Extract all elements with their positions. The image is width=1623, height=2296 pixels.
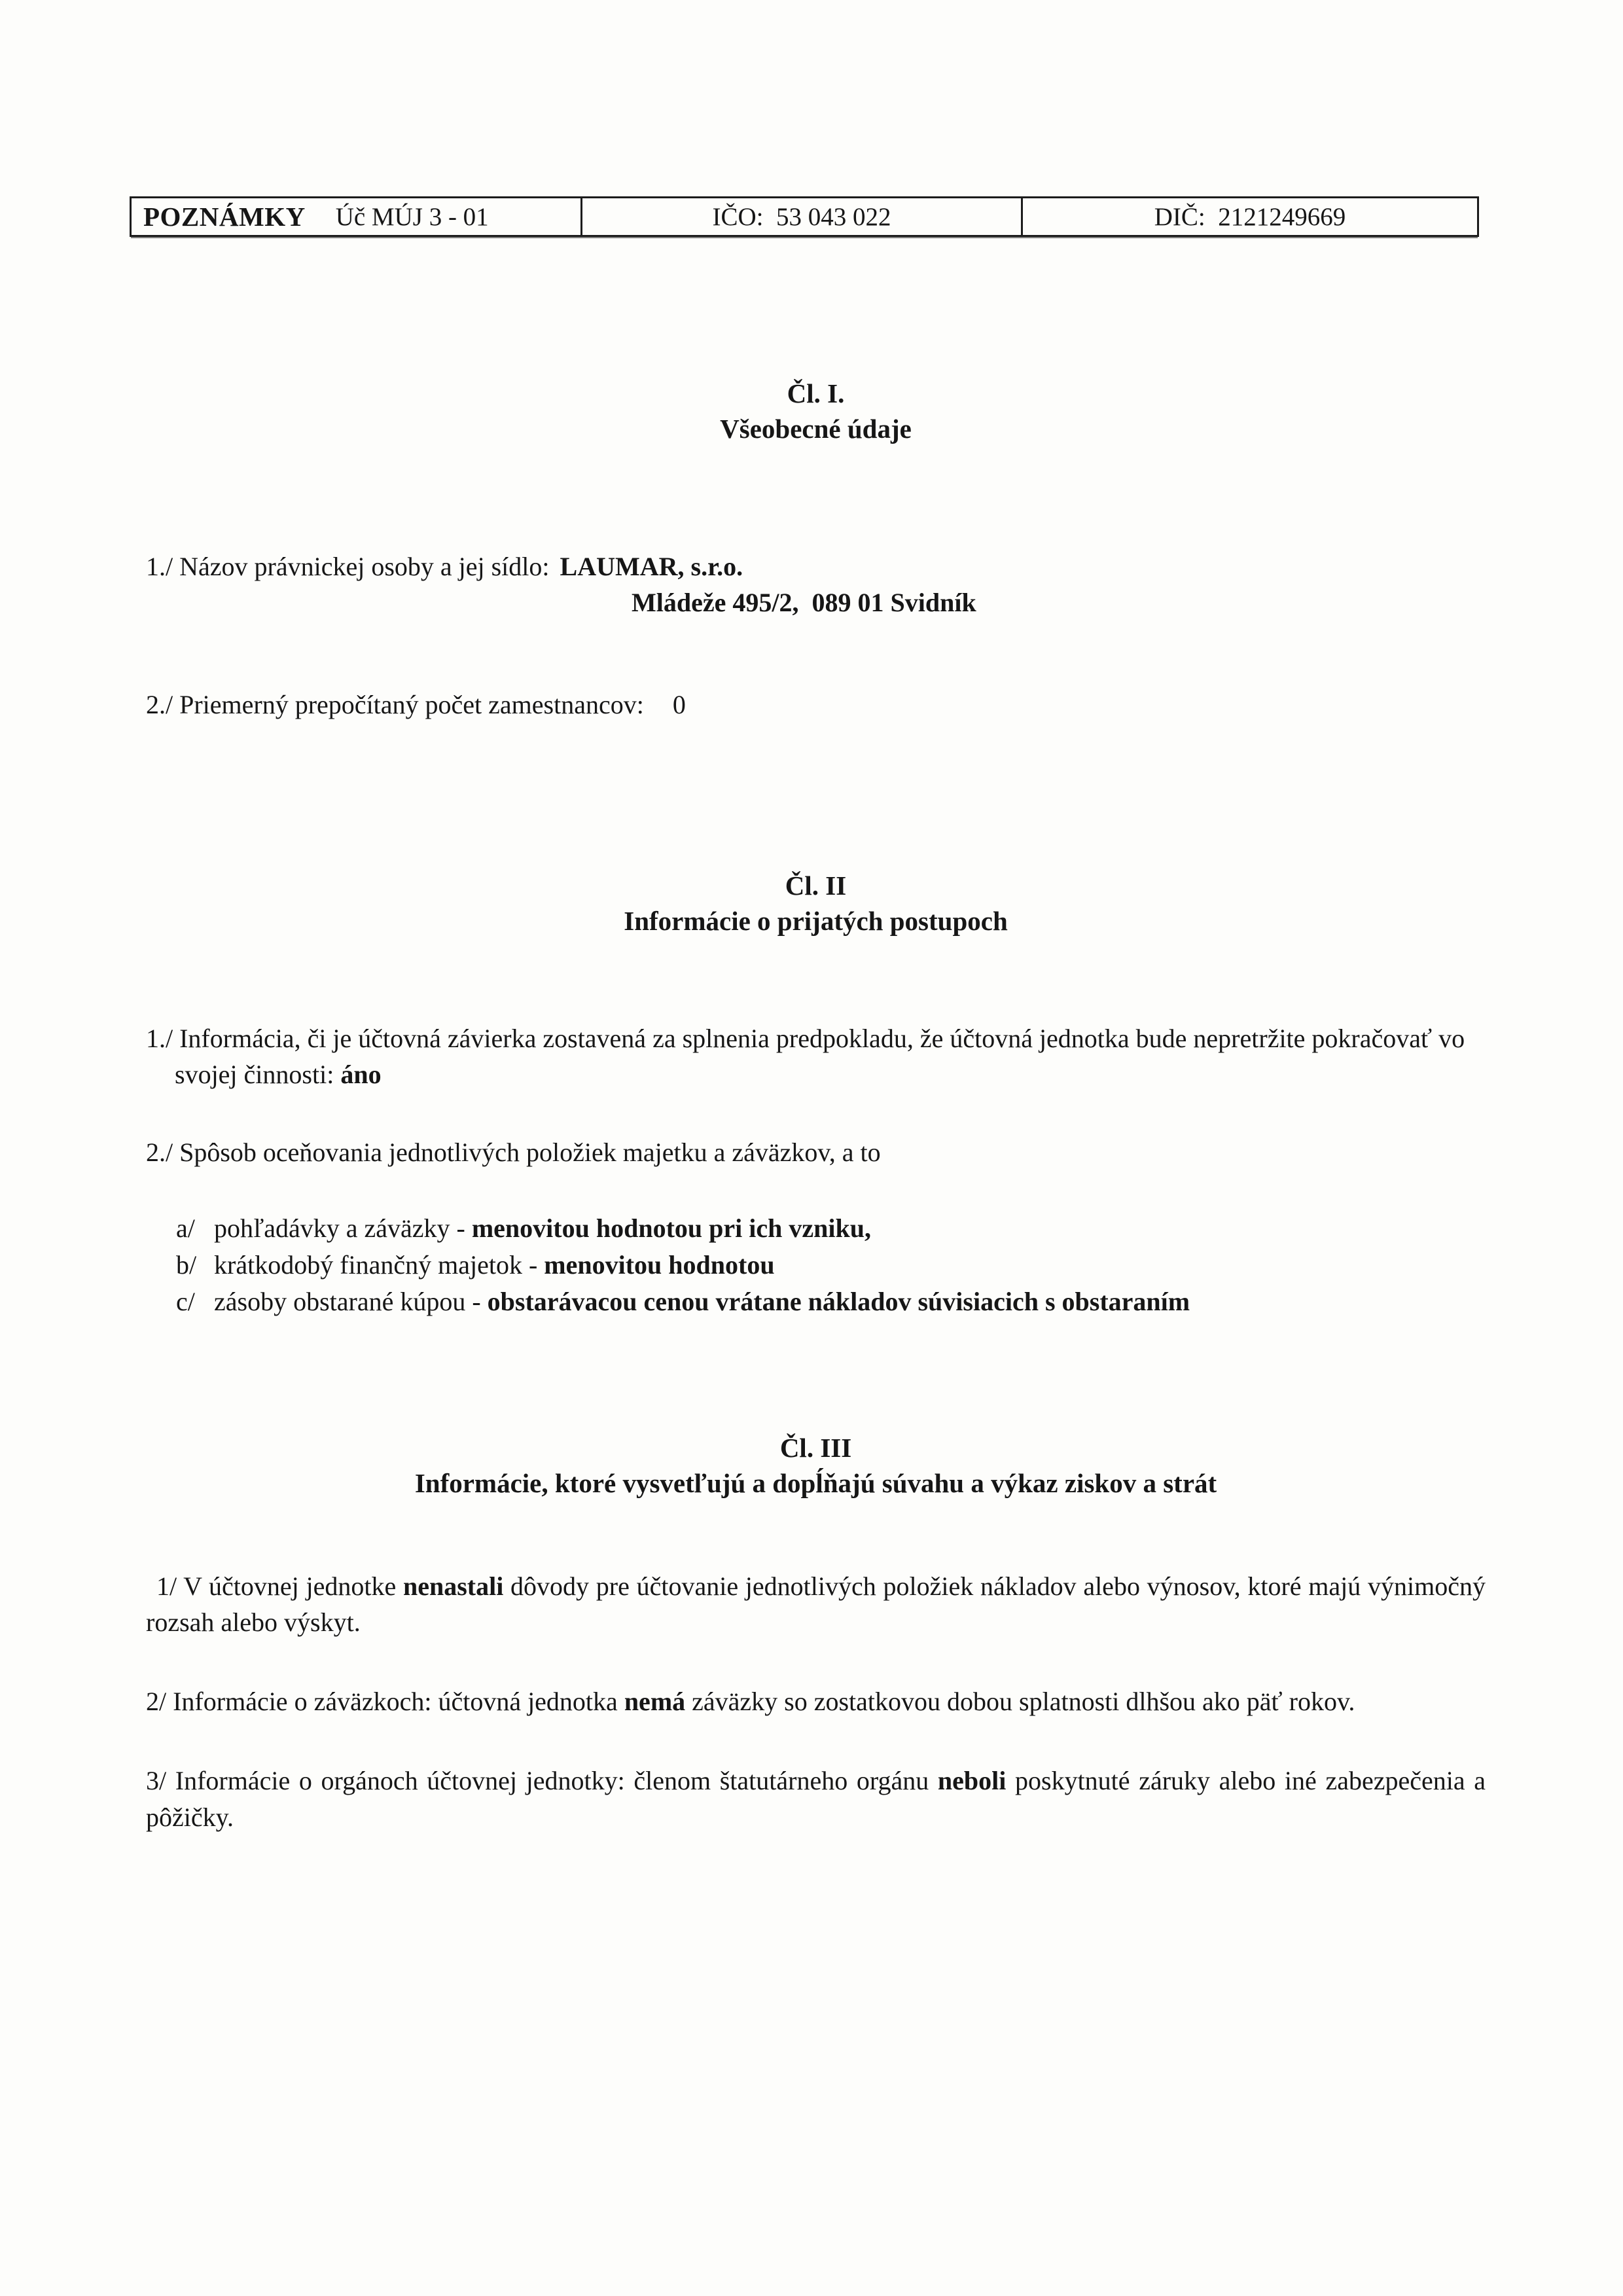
costs-paragraph — [146, 1568, 1486, 1640]
going-concern-answer: áno — [340, 1060, 382, 1090]
bodies-post: poskytnuté záruky alebo iné zabezpečenia a pôžičky. — [146, 1766, 1486, 1832]
dic-cell — [1021, 198, 1477, 235]
article-2-subheading: Informácie o prijatých postupoch — [624, 905, 1008, 936]
valuation-list — [146, 1210, 1486, 1320]
article-1-heading: Čl. I. — [787, 378, 845, 408]
valuation-item-a — [146, 1210, 1486, 1247]
legal-name-label: 1./ Názov právnickej osoby a jej sídlo: — [146, 552, 550, 582]
liabilities-paragraph — [146, 1683, 1486, 1719]
article-1-subheading: Všeobecné údaje — [720, 414, 912, 444]
form-title: POZNÁMKY — [143, 201, 306, 232]
item-b-text: krátkodobý finančný majetok - — [214, 1249, 544, 1280]
item-a-marker: a/ — [176, 1213, 195, 1243]
item-c-text: zásoby obstarané kúpou - — [214, 1286, 488, 1316]
costs-bold: nenastali — [402, 1571, 504, 1601]
employee-count-line — [146, 687, 1486, 723]
article-3-subheading: Informácie, ktoré vysvetľujú a dopĺňajú súvahu a výkaz ziskov a strát — [414, 1467, 1217, 1498]
bodies-paragraph — [146, 1763, 1486, 1835]
form-header-table — [130, 196, 1479, 237]
item-c-marker: c/ — [176, 1286, 195, 1316]
bodies-bold: neboli — [937, 1766, 1007, 1796]
item-a-text: pohľadávky a záväzky - — [214, 1213, 472, 1243]
item-b-bold: menovitou hodnotou — [544, 1249, 775, 1280]
valuation-item-c — [146, 1283, 1486, 1320]
ico-cell — [580, 198, 1021, 235]
going-concern-text: 1./ Informácia, či je účtovná závierka zostavená za splnenia predpokladu, že účtovná jednotka bude nepretržite pokračovať vo svojej činnosti: — [146, 1024, 1465, 1090]
costs-post: dôvody pre účtovanie jednotlivých položiek nákladov alebo výnosov, ktoré majú výnimočný rozsah alebo výskyt. — [146, 1571, 1486, 1637]
item-b-marker: b/ — [176, 1249, 197, 1280]
bodies-pre: 3/ Informácie o orgánoch účtovnej jednotky: členom štatutárneho orgánu — [146, 1766, 938, 1796]
legal-name-line — [146, 548, 1486, 584]
going-concern-paragraph — [146, 1020, 1488, 1092]
form-title-cell — [132, 198, 580, 235]
article-3-heading: Čl. III — [779, 1432, 852, 1463]
item-c-bold: obstarávacou cenou vrátane nákladov súvisiacich s obstaraním — [487, 1286, 1190, 1316]
liabilities-post: záväzky so zostatkovou dobou splatnosti dlhšou ako päť rokov. — [685, 1687, 1355, 1717]
employee-count-label: 2./ Priemerný prepočítaný počet zamestnancov: — [146, 689, 644, 719]
valuation-intro-paragraph: 2./ Spôsob oceňovania jednotlivých položiek majetku a záväzkov, a to — [146, 1138, 881, 1168]
ico-value: IČO: 53 043 022 — [712, 202, 891, 231]
article-2-heading: Čl. II — [785, 870, 847, 901]
company-address: Mládeže 495/2, 089 01 Svidník — [632, 588, 976, 618]
form-code: Úč MÚJ 3 - 01 — [335, 202, 489, 231]
valuation-item-b — [146, 1247, 1486, 1283]
item-a-bold: menovitou hodnotou pri ich vzniku, — [471, 1213, 871, 1243]
employee-count-value: 0 — [672, 689, 686, 719]
dic-value: DIČ: 2121249669 — [1154, 202, 1346, 231]
costs-pre: 1/ V účtovnej jednotke — [156, 1571, 403, 1601]
company-name: LAUMAR, s.r.o. — [560, 552, 743, 582]
liabilities-pre: 2/ Informácie o záväzkoch: účtovná jednotka — [146, 1687, 624, 1717]
liabilities-bold: nemá — [624, 1687, 686, 1717]
